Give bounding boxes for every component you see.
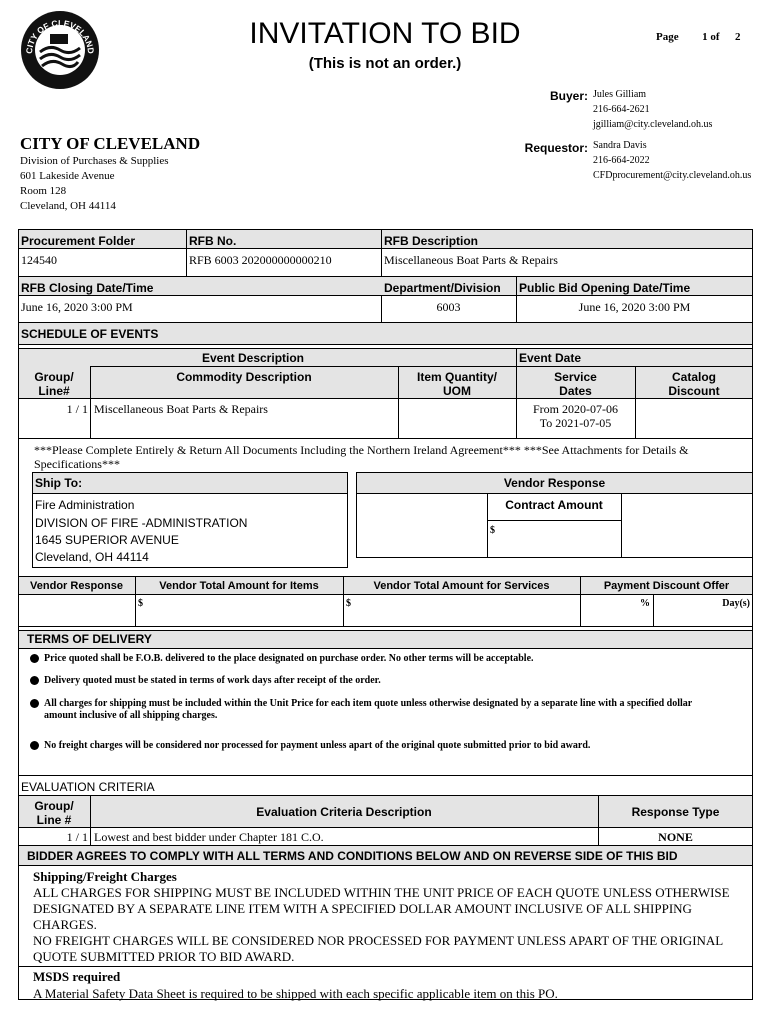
- ship-to-line2: DIVISION OF FIRE -ADMINISTRATION: [35, 516, 248, 530]
- ship-to-line1: Fire Administration: [35, 498, 135, 512]
- term-item-2: Delivery quoted must be stated in terms of work days after receipt of the order.: [44, 675, 381, 686]
- buyer-name: Jules Gilliam: [593, 89, 647, 100]
- issuer-city: Cleveland, OH 44114: [20, 200, 116, 212]
- procurement-folder-value: 124540: [21, 253, 57, 267]
- shipping-text: ALL CHARGES FOR SHIPPING MUST BE INCLUDED WITHIN THE UNIT PRICE OF EACH QUOTE UNLESS OTHERWISE DESIGNATED BY A SEPARATE LINE ITEM WITH A SPECIFIED DOLLAR AMOUNT INCLUSIVE OF ALL SHIPPING CHARGES.: [33, 885, 730, 932]
- terms-title: TERMS OF DELIVERY: [27, 632, 152, 646]
- ship-to-line4: Cleveland, OH 44114: [35, 550, 149, 564]
- page-of: of: [710, 31, 720, 43]
- page-current: 1: [702, 31, 708, 43]
- requestor-email[interactable]: CFDprocurement@city.cleveland.oh.us: [593, 170, 752, 181]
- buyer-email[interactable]: jgilliam@city.cleveland.oh.us: [593, 119, 713, 130]
- opening-value: June 16, 2020 3:00 PM: [578, 300, 691, 314]
- contract-amount-input[interactable]: $: [490, 525, 495, 536]
- bullet-icon: [30, 741, 39, 750]
- rfb-no-value: RFB 6003 202000000000210: [189, 253, 332, 267]
- schedule-note: ***Please Complete Entirely & Return All Documents Including the Northern Ireland Agreement*** ***See Attachments for Details & Specifications***: [34, 443, 689, 471]
- page-title: INVITATION TO BID: [249, 17, 521, 50]
- catalog-discount-label: Catalog Discount: [668, 370, 720, 398]
- services-amount-input[interactable]: $: [346, 598, 351, 609]
- eval-description-label: Evaluation Criteria Description: [256, 805, 432, 819]
- rfb-description-value: Miscellaneous Boat Parts & Repairs: [384, 253, 558, 267]
- totals-services-label: Vendor Total Amount for Services: [373, 580, 550, 592]
- item-description: Miscellaneous Boat Parts & Repairs: [94, 402, 268, 416]
- discount-percent-input[interactable]: %: [640, 598, 650, 609]
- commodity-label: Commodity Description: [176, 370, 312, 384]
- seal-text: CITY OF CLEVELAND: [23, 17, 97, 55]
- schedule-title: SCHEDULE OF EVENTS: [21, 327, 159, 341]
- bullet-icon: [30, 654, 39, 663]
- bullet-icon: [30, 699, 39, 708]
- issuer-division: Division of Purchases & Supplies: [20, 155, 169, 167]
- totals-items-label: Vendor Total Amount for Items: [159, 580, 319, 592]
- ship-to-line3: 1645 SUPERIOR AVENUE: [35, 533, 179, 547]
- msds-title: MSDS required: [33, 969, 121, 984]
- closing-label: RFB Closing Date/Time: [21, 281, 154, 295]
- service-dates-label: Service Dates: [554, 370, 597, 398]
- contract-amount-label: Contract Amount: [505, 498, 603, 512]
- freight-text: NO FREIGHT CHARGES WILL BE CONSIDERED NOR PROCESSED FOR PAYMENT UNLESS APART OF THE ORIGINAL QUOTE SUBMITTED PRIOR TO BID AWARD.: [33, 933, 723, 964]
- rfb-no-label: RFB No.: [189, 234, 237, 248]
- term-item-1: Price quoted shall be F.O.B. delivered to the place designated on purchase order. No other terms will be acceptable.: [44, 653, 534, 664]
- eval-description: Lowest and best bidder under Chapter 181 C.O.: [94, 830, 324, 844]
- service-to: To 2021-07-05: [539, 416, 612, 430]
- requestor-label: Requestor:: [524, 141, 588, 155]
- department-value: 6003: [436, 300, 461, 314]
- items-amount-input[interactable]: $: [138, 598, 143, 609]
- seal-icon: [20, 10, 100, 90]
- term-item-3: All charges for shipping must be included within the Unit Price for each item quote unless otherwise designated by a separate line with a specified dollar amount inclusive of all shipping charges.: [44, 698, 693, 721]
- qty-uom-label: Item Quantity/ UOM: [416, 370, 497, 398]
- term-item-4: No freight charges will be considered nor processed for payment unless apart of the original quote submitted prior to bid award.: [44, 740, 591, 751]
- ship-to-label: Ship To:: [35, 476, 83, 490]
- discount-days-input[interactable]: Day(s): [722, 598, 750, 609]
- eval-line: 1 / 1: [66, 830, 88, 844]
- procurement-folder-label: Procurement Folder: [21, 234, 136, 248]
- bullet-icon: [30, 676, 39, 685]
- buyer-phone: 216-664-2621: [593, 104, 650, 115]
- page-subtitle: (This is not an order.): [308, 55, 462, 72]
- eval-group-line-label: Group/ Line #: [34, 799, 74, 827]
- page-number: [656, 31, 756, 44]
- requestor-name: Sandra Davis: [593, 140, 647, 151]
- opening-label: Public Bid Opening Date/Time: [519, 281, 691, 295]
- service-from: From 2020-07-06: [533, 402, 618, 416]
- event-description-label: Event Description: [201, 351, 305, 365]
- evaluation-title: EVALUATION CRITERIA: [21, 780, 155, 794]
- event-date-label: Event Date: [519, 351, 582, 365]
- totals-vendor-response-label: Vendor Response: [30, 580, 123, 592]
- shipping-title: Shipping/Freight Charges: [33, 869, 177, 884]
- group-line-label: Group/ Line#: [34, 370, 74, 398]
- requestor-phone: 216-664-2022: [593, 155, 650, 166]
- page-total: 2: [735, 31, 741, 43]
- closing-value: June 16, 2020 3:00 PM: [21, 300, 133, 314]
- eval-response-type-label: Response Type: [631, 805, 720, 819]
- agreement-banner-text: BIDDER AGREES TO COMPLY WITH ALL TERMS AND CONDITIONS BELOW AND ON REVERSE SIDE OF THIS BID: [27, 849, 678, 863]
- rfb-description-label: RFB Description: [384, 234, 479, 248]
- city-seal: [20, 10, 100, 90]
- msds-text: A Material Safety Data Sheet is required to be shipped with each specific applicable item on this PO.: [33, 986, 558, 1001]
- department-label: Department/Division: [384, 281, 501, 295]
- page-label: Page: [656, 31, 679, 43]
- totals-discount-label: Payment Discount Offer: [603, 580, 730, 592]
- eval-response-type: NONE: [658, 830, 693, 844]
- issuer-room: Room 128: [20, 185, 67, 197]
- item-line-number: 1 / 1: [66, 402, 88, 416]
- issuer-street: 601 Lakeside Avenue: [20, 170, 115, 182]
- vendor-response-label: Vendor Response: [503, 476, 606, 490]
- issuer-name: CITY OF CLEVELAND: [20, 134, 201, 153]
- buyer-label: Buyer:: [549, 89, 588, 103]
